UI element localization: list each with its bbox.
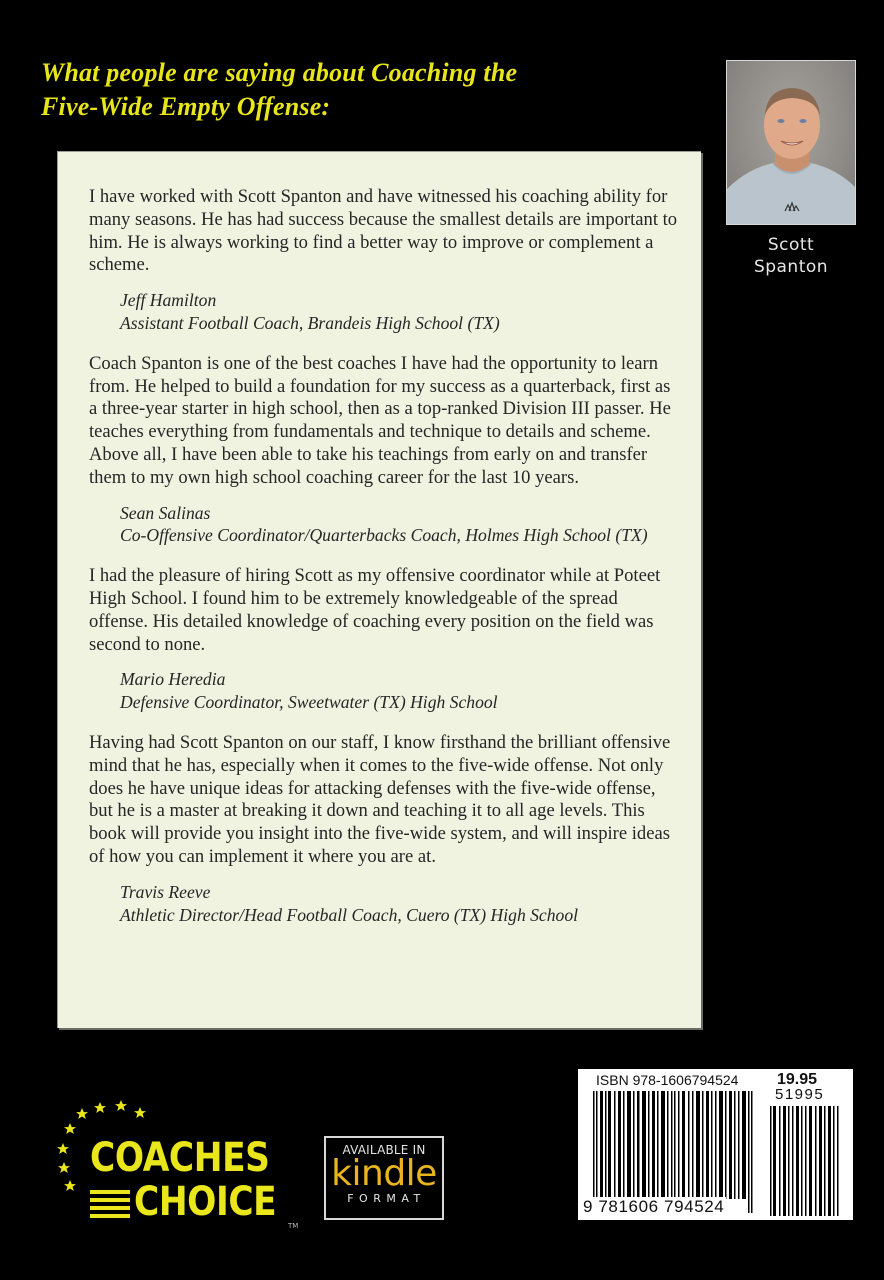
back-cover-headline <box>41 56 701 124</box>
author-portrait-icon <box>727 61 855 224</box>
testimonial-title: Assistant Football Coach, Brandeis High School (TX) <box>120 312 500 333</box>
headline-line-1: What people are saying about Coaching the <box>41 58 518 87</box>
testimonial-attribution <box>120 668 681 714</box>
testimonial <box>89 186 681 335</box>
testimonial-name: Sean Salinas <box>120 502 211 523</box>
kindle-available-in: AVAILABLE IN <box>342 1143 426 1157</box>
testimonial-quote: Coach Spanton is one of the best coaches I have had the opportunity to learn from. He helped to build a foundation for my success as a quarterback, first as a three-year starter in high school, then as a top-ranked Division III passer. He teaches everything from fundamentals and technique to details and scheme. Above all, I have been able to take his teachings from early on and transfer them to my own high school coaching career for the last 10 years. <box>89 352 671 488</box>
trademark-symbol: TM <box>288 1222 299 1230</box>
testimonial-quote: I have worked with Scott Spanton and have witnessed his coaching ability for many seasons. He has had success because the smallest details are important to him. He is always working to find a better way to improve or complement a scheme. <box>89 186 678 276</box>
testimonial <box>89 732 681 926</box>
headline-line-2: Five-Wide Empty Offense: <box>41 92 331 121</box>
testimonial-name: Jeff Hamilton <box>120 290 217 311</box>
logo-word-choice: CHOICE <box>134 1179 277 1225</box>
testimonial-title: Athletic Director/Head Football Coach, Cuero (TX) High School <box>120 904 579 925</box>
barcode-bars-icon <box>593 1091 763 1213</box>
testimonials-panel <box>57 151 701 1028</box>
logo-speed-bars <box>90 1190 130 1222</box>
testimonial <box>89 565 681 714</box>
price-addon-bars-icon <box>770 1106 842 1216</box>
barcode-digits: 9 781606 794524 <box>583 1197 725 1216</box>
testimonial-quote: Having had Scott Spanton on our staff, I know firsthand the brilliant offensive mind that he has, especially when it comes to the five-wide offense. Not only does he have unique ideas for attacking defenses with the five-wide offense, but he is a master at breaking it down and teaching it to all age levels. This book will provide you insight into the five-wide system, and will inspire ideas of how you can implement it where you are at. <box>89 731 671 867</box>
kindle-badge <box>324 1136 444 1220</box>
author-name <box>726 234 856 278</box>
testimonial-name: Mario Heredia <box>120 669 226 690</box>
isbn-label: ISBN 978-1606794524 <box>596 1072 739 1088</box>
testimonial-title: Co-Offensive Coordinator/Quarterbacks Coach, Holmes High School (TX) <box>120 525 648 546</box>
testimonial <box>89 353 681 547</box>
coaches-choice-logo <box>52 1098 302 1228</box>
testimonial-attribution <box>120 289 681 335</box>
testimonial-name: Travis Reeve <box>120 881 211 902</box>
price-code: 51995 <box>775 1086 825 1103</box>
price: 19.95 <box>777 1071 818 1088</box>
author-last-name: Spanton <box>753 257 829 277</box>
kindle-format: FORMAT <box>347 1192 426 1205</box>
testimonial-attribution <box>120 502 681 548</box>
author-first-name: Scott <box>767 235 815 255</box>
logo-word-coaches: COACHES <box>90 1135 270 1181</box>
testimonial-title: Defensive Coordinator, Sweetwater (TX) High School <box>120 692 498 713</box>
isbn-barcode <box>578 1069 853 1220</box>
testimonial-quote: I had the pleasure of hiring Scott as my offensive coordinator while at Poteet High School. I found him to be extremely knowledgeable of the spread offense. His detailed knowledge of coaching every position on the field was second to none. <box>89 565 661 655</box>
author-photo <box>726 60 856 225</box>
kindle-wordmark: kindle <box>331 1153 437 1194</box>
testimonial-attribution <box>120 881 681 927</box>
